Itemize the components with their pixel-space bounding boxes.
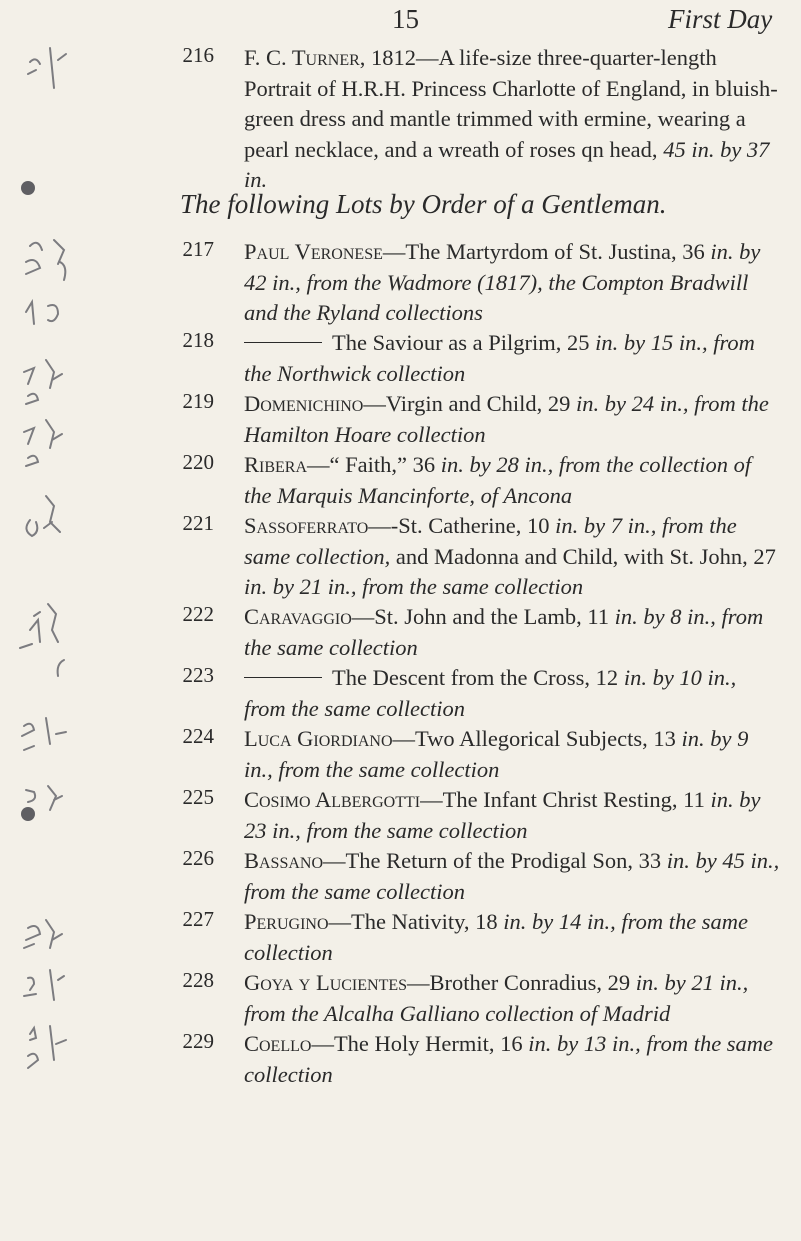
lot-dimensions: in. by 8 in., from the same collection bbox=[244, 604, 764, 660]
lot-title: 1812—A life-size three-quarter-length Portrait of H.R.H. Princess Charlotte of England, in bluish-green dress and mantle trimmed with ermine, wearing a pearl necklace, and a wreath of roses qn head, bbox=[244, 45, 778, 162]
lot-artist: Caravaggio bbox=[244, 604, 352, 629]
pencil-mark-221 bbox=[26, 496, 60, 536]
lot-number: 221 bbox=[182, 511, 214, 535]
lot-dimensions: in. by 23 in., from the same collection bbox=[244, 787, 761, 843]
lot-number: 219 bbox=[182, 389, 214, 413]
lot-number: 220 bbox=[182, 450, 214, 474]
lot-number: 222 bbox=[182, 602, 214, 626]
lot-number: 228 bbox=[182, 968, 214, 992]
pencil-mark-220 bbox=[24, 420, 62, 466]
lot-description bbox=[244, 724, 780, 785]
lot-title: The Descent from the Cross, 12 bbox=[332, 665, 619, 690]
pencil-mark-222 bbox=[20, 604, 58, 648]
lot-dimensions: in. by 45 in., from the same collection bbox=[244, 848, 780, 904]
lot-dimensions: in. by 28 in., from the collection of the Marquis Mancinforte, of Ancona bbox=[244, 452, 752, 508]
lot-number: 216 bbox=[182, 43, 214, 67]
pencil-mark-216 bbox=[28, 48, 66, 88]
section-heading: The following Lots by Order of a Gentleman. bbox=[180, 189, 667, 219]
ditto-dash bbox=[244, 677, 322, 678]
pencil-mark-218 bbox=[26, 302, 58, 324]
lot-number: 217 bbox=[182, 237, 214, 261]
lot-dimensions: in. by 14 in., from the same collection bbox=[244, 909, 749, 965]
lot-description bbox=[244, 450, 780, 511]
lot-artist: Ribera bbox=[244, 452, 308, 477]
pencil-mark-229 bbox=[28, 1026, 66, 1068]
pencil-mark-225 bbox=[26, 786, 62, 810]
lot-description bbox=[244, 237, 780, 329]
lot-number: 229 bbox=[182, 1029, 214, 1053]
lot-description bbox=[244, 785, 780, 846]
lot-dimensions: in. by 13 in., from the same collection bbox=[244, 1031, 774, 1087]
lot-description bbox=[244, 907, 780, 968]
lot-title: —The Martyrdom of St. Justina, 36 bbox=[382, 239, 705, 264]
lot-description bbox=[244, 43, 780, 196]
lot-title: —-St. Catherine, 10 bbox=[368, 513, 550, 538]
pencil-dot bbox=[21, 807, 35, 821]
lot-description bbox=[244, 602, 780, 663]
lot-title: —Two Allegorical Subjects, 13 bbox=[392, 726, 676, 751]
lot-artist: Sassoferrato bbox=[244, 513, 369, 538]
page-number: 15 bbox=[392, 4, 419, 34]
pencil-mark-228 bbox=[24, 970, 64, 1000]
lot-title: —The Infant Christ Resting, 11 bbox=[420, 787, 705, 812]
lot-artist: Luca Giordiano bbox=[244, 726, 393, 751]
lot-description bbox=[244, 1029, 780, 1090]
lot-description bbox=[244, 328, 780, 389]
lot-dimensions-second: in. by 21 in., from the same collection bbox=[244, 574, 584, 599]
pencil-mark-217 bbox=[26, 240, 65, 280]
lot-artist: Bassano bbox=[244, 848, 324, 873]
lot-title: —The Nativity, 18 bbox=[328, 909, 498, 934]
lot-title: —The Holy Hermit, 16 bbox=[311, 1031, 523, 1056]
lot-artist: Goya y Lucientes bbox=[244, 970, 408, 995]
running-title: First Day bbox=[668, 4, 773, 34]
lot-number: 218 bbox=[182, 328, 214, 352]
lot-description bbox=[244, 968, 780, 1029]
lot-title: —Brother Conradius, 29 bbox=[407, 970, 631, 995]
lot-dimensions: in. by 24 in., from the Hamilton Hoare collection bbox=[244, 391, 769, 447]
pencil-mark-223 bbox=[58, 660, 64, 676]
lot-number: 225 bbox=[182, 785, 214, 809]
lot-dimensions: in. by 42 in., from the Wadmore (1817), the Compton Bradwill and the Ryland collections bbox=[244, 239, 761, 325]
lot-title: —“ Faith,” 36 bbox=[307, 452, 436, 477]
lot-description bbox=[244, 511, 780, 603]
lot-dimensions: in. by 21 in., from the Alcalha Galliano collection of Madrid bbox=[244, 970, 749, 1026]
lot-title: The Saviour as a Pilgrim, 25 bbox=[332, 330, 590, 355]
lot-artist: Paul Veronese bbox=[244, 239, 383, 264]
pencil-dot bbox=[21, 181, 35, 195]
lot-number: 227 bbox=[182, 907, 214, 931]
pencil-mark-224 bbox=[22, 718, 66, 750]
lot-artist: Domenichino bbox=[244, 391, 364, 416]
lot-artist: Coello bbox=[244, 1031, 312, 1056]
pencil-mark-219 bbox=[24, 360, 62, 404]
lot-artist: F. C. Turner, bbox=[244, 45, 366, 70]
lot-artist: Cosimo Albergotti bbox=[244, 787, 421, 812]
lot-number: 226 bbox=[182, 846, 214, 870]
lot-description bbox=[244, 846, 780, 907]
lot-title: —St. John and the Lamb, 11 bbox=[351, 604, 610, 629]
lot-title: —The Return of the Prodigal Son, 33 bbox=[323, 848, 662, 873]
lot-description bbox=[244, 389, 780, 450]
lot-dimensions: in. by 10 in., from the same collection bbox=[244, 665, 737, 721]
pencil-mark-227 bbox=[24, 920, 62, 948]
lot-number: 224 bbox=[182, 724, 214, 748]
lot-title-second: and Madonna and Child, with St. John, 27 bbox=[395, 543, 776, 569]
lot-dimensions: in. by 7 in., from the same collection, bbox=[244, 513, 737, 569]
lot-dimensions: in. by 9 in., from the same collection bbox=[244, 726, 749, 782]
lot-number: 223 bbox=[182, 663, 214, 687]
lot-artist: Perugino bbox=[244, 909, 329, 934]
lot-title: —Virgin and Child, 29 bbox=[363, 391, 571, 416]
ditto-dash bbox=[244, 342, 322, 343]
lot-dimensions: 45 in. by 37 in. bbox=[244, 136, 770, 192]
lot-description bbox=[244, 663, 780, 724]
lot-dimensions: in. by 15 in., from the Northwick collection bbox=[244, 330, 755, 386]
